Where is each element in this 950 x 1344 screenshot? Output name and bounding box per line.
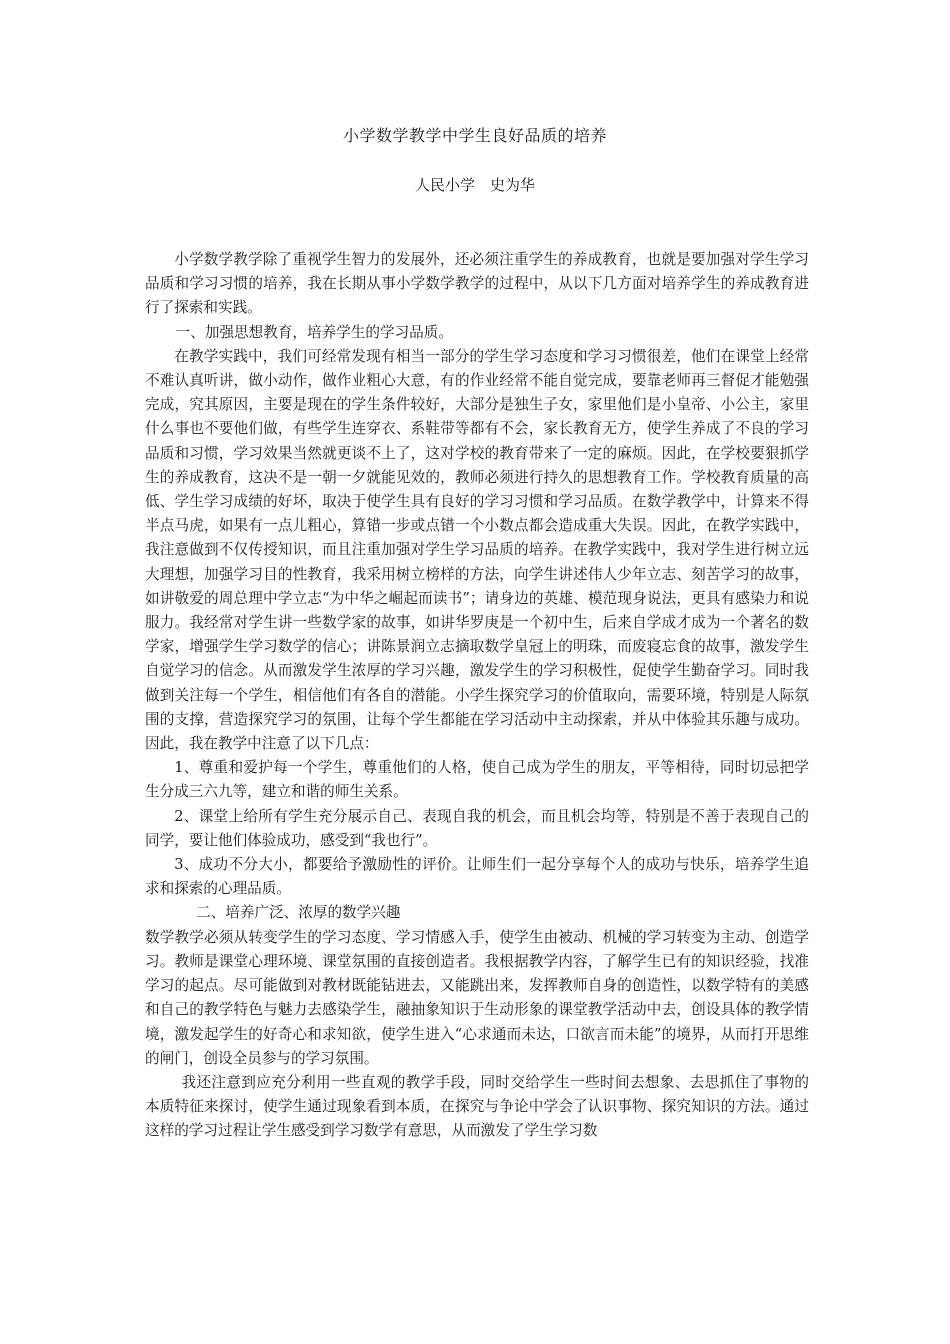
body-paragraph-last: 我还注意到应充分利用一些直观的教学手段，同时交给学生一些时间去想象、去思抓住了事物的本质特征来探讨，使学生通过现象看到本质，在探究与争论中学会了认识事物、探究知识的方法。通过这样的学习过程让学生感受到学习数学有意思，从而激发了学生学习数 xyxy=(145,1073,809,1140)
list-item-1: 1、尊重和爱护每一个学生，尊重他们的人格，使自己成为学生的朋友，平等相待，同时切忌把学生分成三六九等，建立和谐的师生关系。 xyxy=(145,759,809,801)
document-author: 人民小学 史为华 xyxy=(414,176,535,194)
body-paragraph: 数学教学必须从转变学生的学习态度、学习情感入手，使学生由被动、机械的学习转变为主动、创造学习。教师是课堂心理环境、课堂氛围的直接创造者。我根据教学内容，了解学生已有的知识经验，找准学习的起点。尽可能做到对教材既能钻进去，又能跳出来，发挥教师自身的创造性，以数学特有的美感和自己的教学特色与魅力去感染学生，融抽象知识于生动形象的课堂教学活动中去，创设具体的教学情境，激发起学生的好奇心和求知欲，使学生进入“心求通而未达，口欲言而未能”的境界，从而打开思维的闸门，创设全员参与的学习氛围。 xyxy=(145,928,809,1067)
list-item-3: 3、成功不分大小，都要给予激励性的评价。让师生们一起分享每个人的成功与快乐，培养学生追求和探索的心理品质。 xyxy=(145,856,809,898)
body-paragraph: 在教学实践中，我们可经常发现有相当一部分的学生学习态度和学习习惯很差，他们在课堂上经常不难认真听讲，做小动作，做作业粗心大意，有的作业经常不能自觉完成，要靠老师再三督促才能勉强完成，究其原因，主要是现在的学生条件较好，大部分是独生子女，家里他们是小皇帝、小公主，家里什么事也不要他们做，有些学生连穿衣、系鞋带等都有不会，家长教育无方，使学生养成了不良的学习品质和习惯，学习效果当然就更谈不上了，这对学校的教育带来了一定的麻烦。因此，在学校要狠抓学生的养成教育，这决不是一朝一夕就能见效的，教师必须进行持久的思想教育工作。学校教育质量的高低、学生学习成绩的好坏，取决于使学生具有良好的学习习惯和学习品质。在数学教学中，计算来不得半点马虎，如果有一点儿粗心，算错一步或点错一个小数点都会造成重大失误。因此，在教学实践中，我注意做到不仅传授知识，而且注重加强对学生学习品质的培养。在教学实践中，我对学生进行树立远大理想，加强学习目的性教育，我采用树立榜样的方法，向学生讲述伟人少年立志、刻苦学习的故事，如讲敬爱的周总理中学立志“为中华之崛起而读书”；请身边的英雄、模范现身说法，更具有感染力和说服力。我经常对学生讲一些数学家的故事，如讲华罗庚是一个初中生，后来自学成才成为一个著名的数学家，增强学生学习数学的信心；讲陈景润立志摘取数学皇冠上的明珠，而废寝忘食的故事，激发学生自觉学习的信念。从而激发学生浓厚的学习兴趣，激发学生的学习积极性，促使学生勤奋学习。同时我做到关注每一个学生，相信他们有各自的潜能。小学生探究学习的价值取向，需要环境，特别是人际氛围的支撑，营造探究学习的氛围，让每个学生都能在学习活动中主动探索，并从中体验其乐趣与成功。因此，我在教学中注意了以下几点： xyxy=(145,347,809,753)
section-heading-2: 二、培养广泛、浓厚的数学兴趣 xyxy=(196,904,401,922)
document-body xyxy=(145,248,809,1144)
list-item-2: 2、课堂上给所有学生充分展示自己、表现自我的机会，而且机会均等，特别是不善于表现自己的同学，要让他们体验成功，感受到“我也行”。 xyxy=(145,807,809,849)
intro-paragraph: 小学数学教学除了重视学生智力的发展外，还必须注重学生的养成教育，也就是要加强对学生学习品质和学习习惯的培养，我在长期从事小学数学教学的过程中，从以下几方面对培养学生的养成教育进行了探索和实践。 xyxy=(145,251,809,317)
section-heading-1: 一、加强思想教育，培养学生的学习品质。 xyxy=(175,323,453,341)
document-title: 小学数学教学中学生良好品质的培养 xyxy=(342,126,607,145)
